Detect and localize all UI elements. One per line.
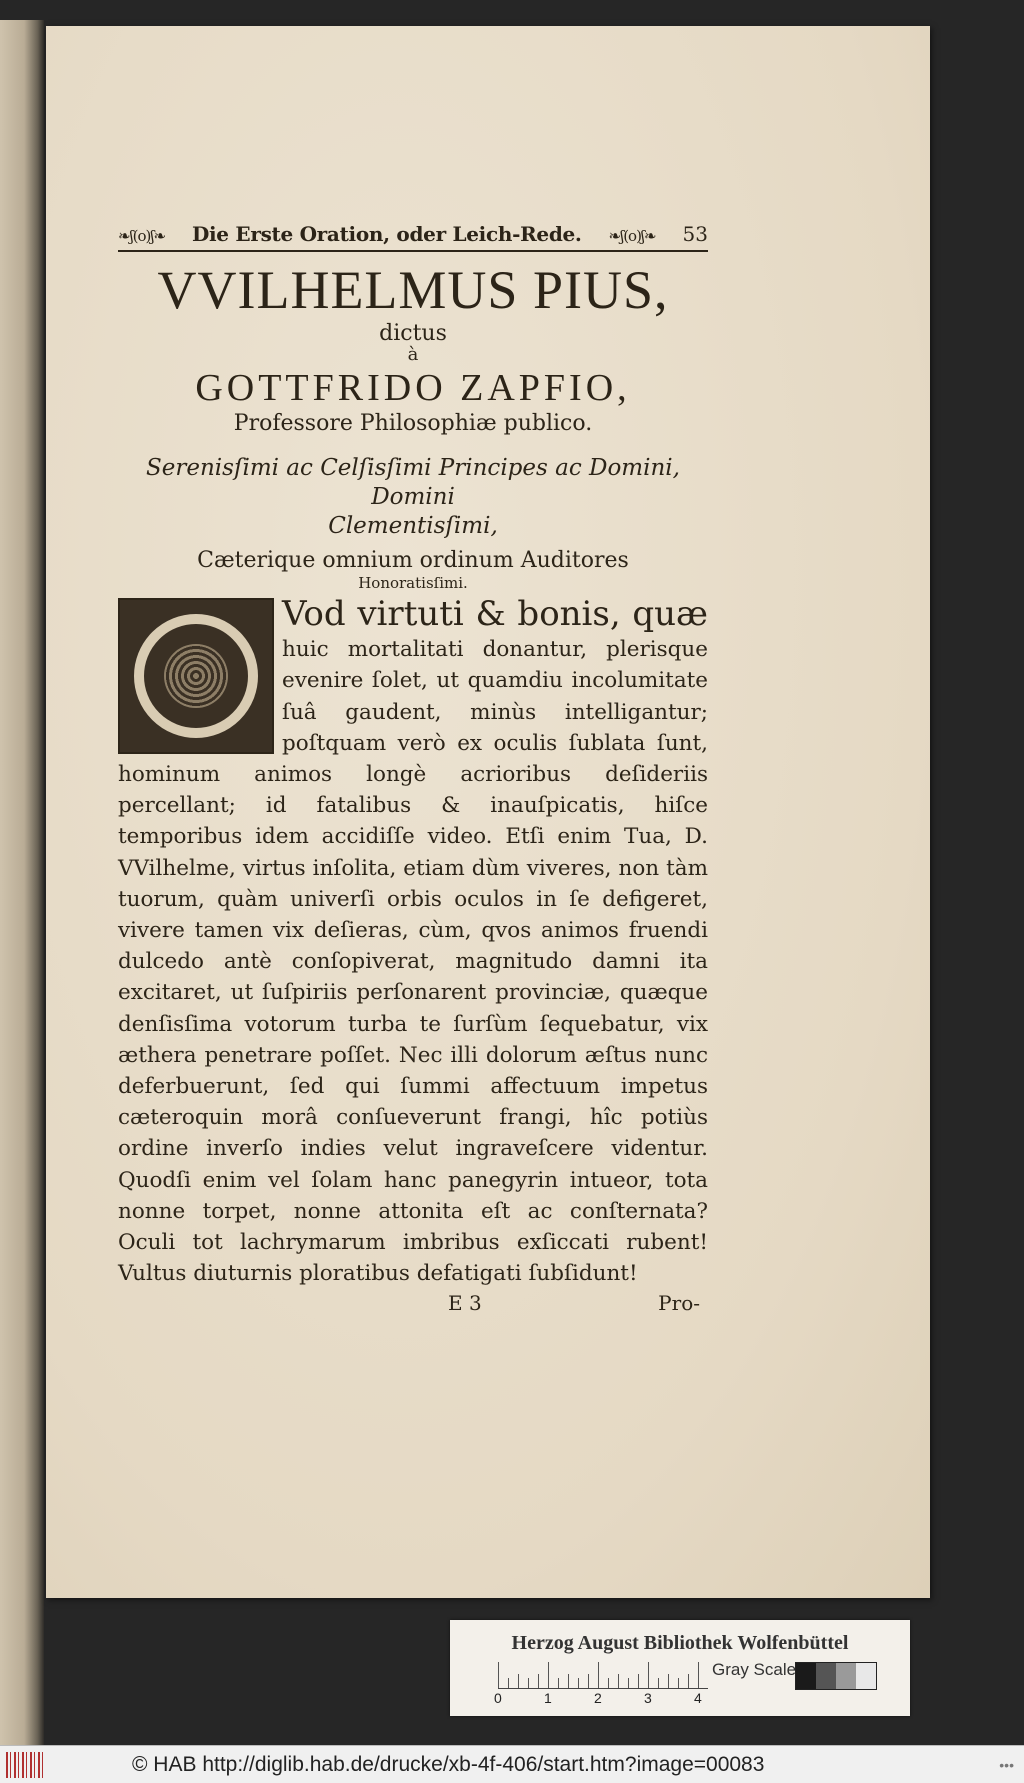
ornament-left: ❧ʃ(o)ʃ❧ bbox=[118, 227, 166, 245]
source-url[interactable]: © HAB http://diglib.hab.de/drucke/xb-4f-406/start.htm?image=00083 bbox=[132, 1752, 765, 1776]
gray-swatch bbox=[856, 1663, 876, 1689]
ruler-number: 4 bbox=[694, 1690, 702, 1706]
library-color-card bbox=[450, 1620, 910, 1716]
signature-mark: E 3 bbox=[448, 1291, 482, 1316]
ruler-number: 1 bbox=[544, 1690, 552, 1706]
gray-swatch bbox=[816, 1663, 836, 1689]
scale-ruler bbox=[498, 1662, 708, 1689]
gray-swatch bbox=[796, 1663, 816, 1689]
more-options-icon[interactable]: ••• bbox=[999, 1756, 1014, 1773]
catchword: Pro- bbox=[658, 1291, 700, 1316]
dictus-line: dictus bbox=[379, 321, 447, 346]
first-words: Vod virtuti & bonis, quæ bbox=[282, 594, 708, 634]
page-title: VVILHELMUS PIUS, bbox=[157, 260, 669, 320]
ruler-number: 2 bbox=[594, 1690, 602, 1706]
gray-scale-swatches bbox=[795, 1662, 877, 1690]
ornament-right: ❧ʃ(o)ʃ❧ bbox=[608, 227, 656, 245]
hab-logo-icon[interactable] bbox=[6, 1752, 46, 1778]
body-text-block bbox=[118, 596, 708, 1289]
library-name: Herzog August Bibliothek Wolfenbüttel bbox=[511, 1632, 849, 1654]
book-page bbox=[46, 26, 930, 1598]
running-head-text: Die Erste Oration, oder Leich-Rede. bbox=[191, 222, 582, 246]
gray-scale-label: Gray Scale bbox=[712, 1660, 797, 1679]
address-line-1: Serenisſimi ac Celſisſimi Principes ac Domini, Domini bbox=[146, 455, 680, 510]
author-name: GOTTFRIDO ZAPFIO, bbox=[195, 367, 631, 409]
a-accent-line: à bbox=[407, 344, 419, 365]
gray-swatch bbox=[836, 1663, 856, 1689]
body-text: huic mortalitati donantur, plerisque evenire ſolet, ut quamdiu incolumitate ſuâ gaudent, minùs intelligantur; poſtquam verò ex oculis ſublata ſunt, hominum animos longè acrioribus deſideriis percellant; id fatalibus & inauſpicatis, hiſce temporibus idem accidiſſe video. Etſi enim Tua, D. VVilhelme, virtus inſolita, etiam dùm viveres, non tàm tuorum, quàm univerſi orbis oculos in ſe defigeret, vivere tamen vix deſieras, cùm, qvos animos fruendi dulcedo antè conſopiverat, magnitudo damni ita excitaret, ut ſuſpiriis perſonarent provinciæ, quæque denſisſima votorum turba te ſurſùm ſequebatur, vix æthera penetrare poſſet. Nec illi dolorum æſtus nunc deferbuerunt, ſed qui ſummi affectuum impetus cæteroquin morâ conſueverunt frangi, hîc potiùs ordine inverſo indies velut ingraveſcere videntur. Quodſi enim vel ſolam hanc panegyrin intueor, tota nonne torpet, nonne attonita eſt ac conſternata? Oculi tot lachrymarum imbribus exſiccati rubent! Vultus diuturnis ploratibus defatigati ſubſidunt! bbox=[118, 637, 708, 1287]
author-role: Professore Philosophiæ publico. bbox=[233, 411, 593, 436]
address-line-2: Clementisſimi, bbox=[328, 513, 498, 539]
running-head bbox=[118, 222, 708, 252]
page-content bbox=[118, 222, 708, 1315]
page-footer-marks bbox=[118, 1291, 708, 1315]
ruler-number: 3 bbox=[644, 1690, 652, 1706]
ruler-number: 0 bbox=[494, 1690, 502, 1706]
honoratissimi-line: Honoratisſimi. bbox=[358, 574, 468, 592]
drop-cap-ornament-icon bbox=[118, 598, 274, 754]
book-edge bbox=[0, 20, 44, 1745]
auditors-line: Cæterique omnium ordinum Auditores bbox=[197, 548, 629, 573]
page-number: 53 bbox=[682, 222, 708, 246]
viewer-footer-bar bbox=[0, 1745, 1024, 1783]
